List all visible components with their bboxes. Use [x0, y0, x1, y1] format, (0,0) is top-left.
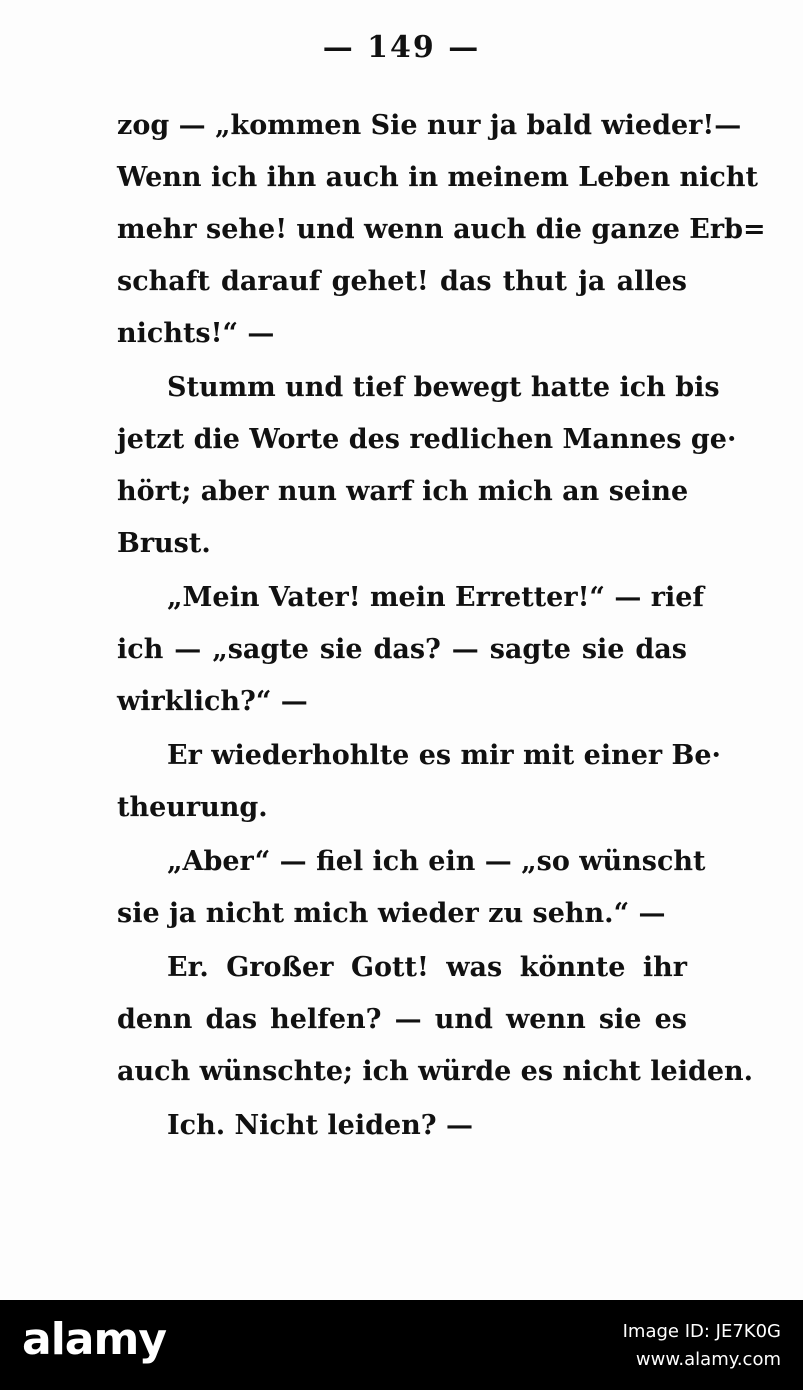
paragraph [117, 942, 754, 1098]
text-line: schaft darauf gehet! das thut ja alles [117, 266, 687, 297]
text-line: Wenn ich ihn auch in meinem Leben nicht [117, 162, 758, 193]
text-line: hört; aber nun warf ich mich an seine [117, 476, 689, 507]
text-line: mehr sehe! und wenn auch die ganze Erb= [117, 214, 766, 245]
text-line: sie ja nicht mich wieder zu sehn.“ — [117, 898, 666, 929]
text-line: wirklich?“ — [117, 686, 308, 717]
paragraph [117, 362, 737, 570]
text-line: ich — „sagte sie das? — sagte sie das [117, 634, 687, 665]
alamy-logo: alamy [22, 1314, 166, 1365]
watermark-footer [0, 1300, 803, 1390]
text-line: Er wiederhohlte es mir mit einer Be· [167, 740, 721, 771]
text-line: Er. Großer Gott! was könnte ihr [167, 952, 687, 983]
text-line: Stumm und tief bewegt hatte ich bis [167, 372, 720, 403]
site-url: www.alamy.com [635, 1349, 781, 1370]
paragraph [117, 100, 766, 360]
text-line: Brust. [117, 528, 211, 559]
text-line: „Aber“ — fiel ich ein — „so wünscht [167, 846, 706, 877]
text-line: zog — „kommen Sie nur ja bald wieder!— [117, 110, 742, 141]
text-line: Ich. Nicht leiden? — [167, 1110, 473, 1141]
image-id-label: Image ID: JE7K0G [622, 1321, 781, 1342]
paragraph [117, 836, 706, 940]
paragraph [117, 730, 721, 834]
text-line: jetzt die Worte des redlichen Mannes ge· [117, 424, 737, 455]
text-line: denn das helfen? — und wenn sie es [117, 1004, 687, 1035]
footer-info [521, 1318, 781, 1374]
text-line: „Mein Vater! mein Erretter!“ — rief [167, 582, 705, 613]
paragraph [117, 1100, 687, 1152]
text-body [117, 100, 766, 1152]
paragraph [117, 572, 705, 728]
text-line: auch wünschte; ich würde es nicht leiden. [117, 1056, 754, 1087]
text-line: nichts!“ — [117, 318, 275, 349]
page-number: — 149 — [322, 30, 481, 65]
text-line: theurung. [117, 792, 268, 823]
